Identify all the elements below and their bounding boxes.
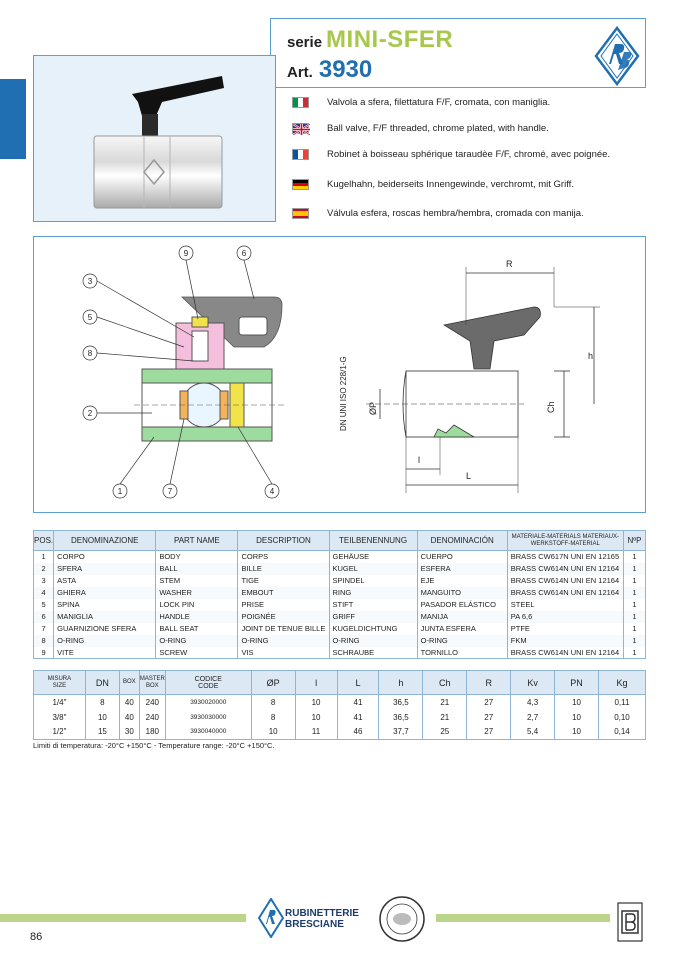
- cell: 8: [85, 695, 119, 710]
- col-part-name: PART NAME: [156, 531, 238, 551]
- cell: CUERPO: [417, 551, 507, 563]
- cell: 1/4": [34, 695, 86, 710]
- cell: BILLE: [238, 563, 329, 575]
- cell: 27: [467, 725, 511, 740]
- cell: 1: [623, 623, 645, 635]
- stem: [192, 331, 208, 361]
- col-r: R: [467, 671, 511, 695]
- flag-fr-icon: [292, 149, 309, 160]
- cell: 7: [34, 623, 54, 635]
- col-denominacion: DENOMINACIÓN: [417, 531, 507, 551]
- cell: 3: [34, 575, 54, 587]
- cell: HANDLE: [156, 611, 238, 623]
- col-np: NºP: [623, 531, 645, 551]
- label: CODICE: [194, 675, 222, 683]
- callout-6: 6: [241, 249, 247, 258]
- parts-header-row: [34, 531, 646, 551]
- iso-certification-icon: [378, 895, 426, 943]
- description-es: [292, 208, 584, 219]
- art-number: 3930: [318, 56, 373, 83]
- dim-l-small: l: [418, 455, 420, 465]
- table-row: [34, 611, 646, 623]
- dim-l-large: L: [466, 471, 472, 481]
- callout-9: 9: [183, 249, 189, 258]
- cell: PTFE: [507, 623, 623, 635]
- cell: JOINT DE TENUE BILLE: [238, 623, 329, 635]
- cell: 1: [623, 635, 645, 647]
- cell: 10: [85, 710, 119, 725]
- cell: VIS: [238, 647, 329, 659]
- description-text: Ball valve, F/F threaded, chrome plated, with handle.: [327, 123, 549, 134]
- cell: SPINDEL: [329, 575, 417, 587]
- cell: 10: [555, 695, 599, 710]
- cell: 36,5: [379, 710, 423, 725]
- serie-name: MINI-SFER: [326, 26, 454, 53]
- cell: WASHER: [156, 587, 238, 599]
- cell: MANIJA: [417, 611, 507, 623]
- cell: 240: [139, 695, 165, 710]
- cell: 27: [467, 695, 511, 710]
- cell: 1: [623, 599, 645, 611]
- col-dn: DN: [85, 671, 119, 695]
- dimensions-table: [33, 670, 646, 740]
- cell: 8: [34, 635, 54, 647]
- cell: 180: [139, 725, 165, 740]
- col-misura: [34, 671, 86, 695]
- cell: 1: [623, 563, 645, 575]
- cell: CORPS: [238, 551, 329, 563]
- cell: KUGELDICHTUNG: [329, 623, 417, 635]
- serie-title: [287, 26, 453, 54]
- flag-es-icon: [292, 208, 309, 219]
- cell: BRASS CW614N UNI EN 12164: [507, 563, 623, 575]
- page-number: 86: [30, 931, 43, 943]
- cell: EMBOUT: [238, 587, 329, 599]
- cell: 6: [34, 611, 54, 623]
- cell: 240: [139, 710, 165, 725]
- cell: BRASS CW614N UNI EN 12164: [507, 647, 623, 659]
- cell: 3930030000: [165, 710, 251, 725]
- col-description: DESCRIPTION: [238, 531, 329, 551]
- description-it: [292, 97, 550, 108]
- col-denominazione: DENOMINAZIONE: [54, 531, 156, 551]
- table-row: [34, 635, 646, 647]
- cell: 10: [555, 725, 599, 740]
- cell: 1: [34, 551, 54, 563]
- cell: 4: [34, 587, 54, 599]
- section-view: [134, 297, 284, 441]
- description-en: [292, 123, 549, 134]
- cell: EJE: [417, 575, 507, 587]
- dimension-labels: [368, 259, 593, 481]
- cell: 40: [119, 695, 139, 710]
- table-row: [34, 587, 646, 599]
- cell: PASADOR ELÁSTICO: [417, 599, 507, 611]
- brand-line-1: RUBINETTERIE: [285, 908, 359, 919]
- handle-slot: [239, 317, 267, 335]
- table-row: [34, 710, 646, 725]
- col-codice: [165, 671, 251, 695]
- parts-table: [33, 530, 646, 659]
- cell: 0,10: [598, 710, 645, 725]
- cell: 8: [251, 710, 295, 725]
- cell: GRIFF: [329, 611, 417, 623]
- cell: 46: [337, 725, 379, 740]
- cell: SPINA: [54, 599, 156, 611]
- cell: MANIGLIA: [54, 611, 156, 623]
- table-row: [34, 725, 646, 740]
- brand-logo-icon: [594, 26, 640, 86]
- cell: STEEL: [507, 599, 623, 611]
- dim-op: ØP: [368, 401, 378, 415]
- callout-3: 3: [87, 277, 93, 286]
- callout-1: 1: [117, 487, 123, 496]
- col-pn: PN: [555, 671, 599, 695]
- cell: 5,4: [511, 725, 555, 740]
- callout-2: 2: [87, 409, 93, 418]
- cell: 3930020000: [165, 695, 251, 710]
- col-ch: Ch: [423, 671, 467, 695]
- cell: GHIERA: [54, 587, 156, 599]
- col-l-large: L: [337, 671, 379, 695]
- cell: O-RING: [238, 635, 329, 647]
- table-row: [34, 647, 646, 659]
- cell: O-RING: [417, 635, 507, 647]
- section-tab: [0, 79, 26, 159]
- cell: 30: [119, 725, 139, 740]
- temperature-note: Limiti di temperatura: -20°C +150°C - Temperature range: -20°C +150°C.: [33, 741, 275, 750]
- description-de: [292, 179, 574, 190]
- table-row: [34, 563, 646, 575]
- cell: ESFERA: [417, 563, 507, 575]
- group-logo-icon: [617, 902, 643, 942]
- label: MASTER: [139, 675, 165, 682]
- cell: 9: [34, 647, 54, 659]
- col-pos: POS.: [34, 531, 54, 551]
- col-material: MATERIALE-MATERIALS MATERIAUX-WERKSTOFF-MATERIAL: [507, 531, 623, 551]
- cell: MANGUITO: [417, 587, 507, 599]
- footer-brand: [285, 908, 359, 930]
- cell: SCHRAUBE: [329, 647, 417, 659]
- col-box: BOX: [119, 671, 139, 695]
- cell: PA 6,6: [507, 611, 623, 623]
- description-fr: [292, 149, 610, 160]
- cell: TIGE: [238, 575, 329, 587]
- label: BOX: [146, 682, 159, 689]
- cell: 10: [251, 725, 295, 740]
- cell: PRISE: [238, 599, 329, 611]
- label: MISURA: [47, 675, 72, 682]
- cell: 4,3: [511, 695, 555, 710]
- cell: 41: [337, 710, 379, 725]
- cell: 3/8": [34, 710, 86, 725]
- cell: 8: [251, 695, 295, 710]
- cell: ASTA: [54, 575, 156, 587]
- cell: 36,5: [379, 695, 423, 710]
- table-row: [34, 695, 646, 710]
- cell: 10: [295, 695, 337, 710]
- callout-8: 8: [87, 349, 93, 358]
- cell: 21: [423, 695, 467, 710]
- cell: BALL: [156, 563, 238, 575]
- cell: LOCK PIN: [156, 599, 238, 611]
- cell: 0,14: [598, 725, 645, 740]
- side-view: [366, 267, 600, 493]
- cell: 25: [423, 725, 467, 740]
- ball-valve-photo-icon: [34, 56, 277, 223]
- cell: RING: [329, 587, 417, 599]
- flag-de-icon: [292, 179, 309, 190]
- brand-line-2: BRESCIANE: [285, 919, 344, 930]
- cell: BALL SEAT: [156, 623, 238, 635]
- cell: 2: [34, 563, 54, 575]
- cell: SFERA: [54, 563, 156, 575]
- cell: 10: [295, 710, 337, 725]
- art-label: Art.: [287, 64, 313, 81]
- footer-bar-left: [0, 914, 246, 922]
- cell: CORPO: [54, 551, 156, 563]
- cell: SCREW: [156, 647, 238, 659]
- cell: BRASS CW617N UNI EN 12165: [507, 551, 623, 563]
- col-op: ØP: [251, 671, 295, 695]
- cell: GUARNIZIONE SFERA: [54, 623, 156, 635]
- cell: 1: [623, 551, 645, 563]
- description-text: Valvola a sfera, filettatura F/F, cromata, con maniglia.: [327, 97, 551, 108]
- cell: STEM: [156, 575, 238, 587]
- cell: TORNILLO: [417, 647, 507, 659]
- cell: O-RING: [329, 635, 417, 647]
- col-kv: Kv: [511, 671, 555, 695]
- table-row: [34, 599, 646, 611]
- norm-label: DN UNI ISO 228/1-G: [339, 356, 348, 431]
- cell: STIFT: [329, 599, 417, 611]
- cell: BRASS CW614N UNI EN 12164: [507, 575, 623, 587]
- cell: 21: [423, 710, 467, 725]
- cell: BRASS CW614N UNI EN 12164: [507, 587, 623, 599]
- cell: JUNTA ESFERA: [417, 623, 507, 635]
- table-row: [34, 551, 646, 563]
- dim-r: R: [506, 259, 513, 269]
- cell: 41: [337, 695, 379, 710]
- dims-header-row: [34, 671, 646, 695]
- callout-4: 4: [269, 487, 275, 496]
- footer-bar-right: [436, 914, 610, 922]
- article-title: [287, 56, 372, 84]
- description-text: Válvula esfera, roscas hembra/hembra, cromada con manija.: [327, 208, 584, 219]
- cell: 2,7: [511, 710, 555, 725]
- col-l-small: l: [295, 671, 337, 695]
- serie-label: serie: [287, 34, 323, 51]
- screw: [192, 317, 208, 327]
- label: SIZE: [52, 682, 67, 689]
- flag-uk-icon: [292, 123, 309, 134]
- cell: GEHÄUSE: [329, 551, 417, 563]
- table-row: [34, 575, 646, 587]
- cell: VITE: [54, 647, 156, 659]
- description-text: Robinet à boisseau sphérique taraudèe F/F, chromé, avec poignée.: [327, 149, 611, 160]
- cell: 10: [555, 710, 599, 725]
- cell: 1: [623, 611, 645, 623]
- cell: 1: [623, 647, 645, 659]
- cell: 1: [623, 587, 645, 599]
- callout-7: 7: [167, 487, 173, 496]
- flag-it-icon: [292, 97, 309, 108]
- col-kg: Kg: [598, 671, 645, 695]
- footer-logo-icon: [258, 898, 284, 938]
- cell: 37,7: [379, 725, 423, 740]
- cell: BODY: [156, 551, 238, 563]
- dim-ch: Ch: [546, 401, 556, 413]
- cell: POIGNÉE: [238, 611, 329, 623]
- col-teilbenennung: TEILBENENNUNG: [329, 531, 417, 551]
- cell: 5: [34, 599, 54, 611]
- technical-drawing: [33, 236, 646, 513]
- cell: 15: [85, 725, 119, 740]
- cell: 0,11: [598, 695, 645, 710]
- table-row: [34, 623, 646, 635]
- dim-h: h: [588, 351, 594, 361]
- cell: 11: [295, 725, 337, 740]
- cell: O-RING: [156, 635, 238, 647]
- callout-5: 5: [87, 313, 93, 322]
- cell: 1/2": [34, 725, 86, 740]
- col-master-box: [139, 671, 165, 695]
- cell: KUGEL: [329, 563, 417, 575]
- cell: FKM: [507, 635, 623, 647]
- label: CODE: [198, 682, 219, 690]
- col-h: h: [379, 671, 423, 695]
- cell: 40: [119, 710, 139, 725]
- cell: 27: [467, 710, 511, 725]
- cell: O-RING: [54, 635, 156, 647]
- product-photo: [33, 55, 276, 222]
- cell: 3930040000: [165, 725, 251, 740]
- cell: 1: [623, 575, 645, 587]
- description-text: Kugelhahn, beiderseits Innengewinde, verchromt, mit Griff.: [327, 179, 574, 190]
